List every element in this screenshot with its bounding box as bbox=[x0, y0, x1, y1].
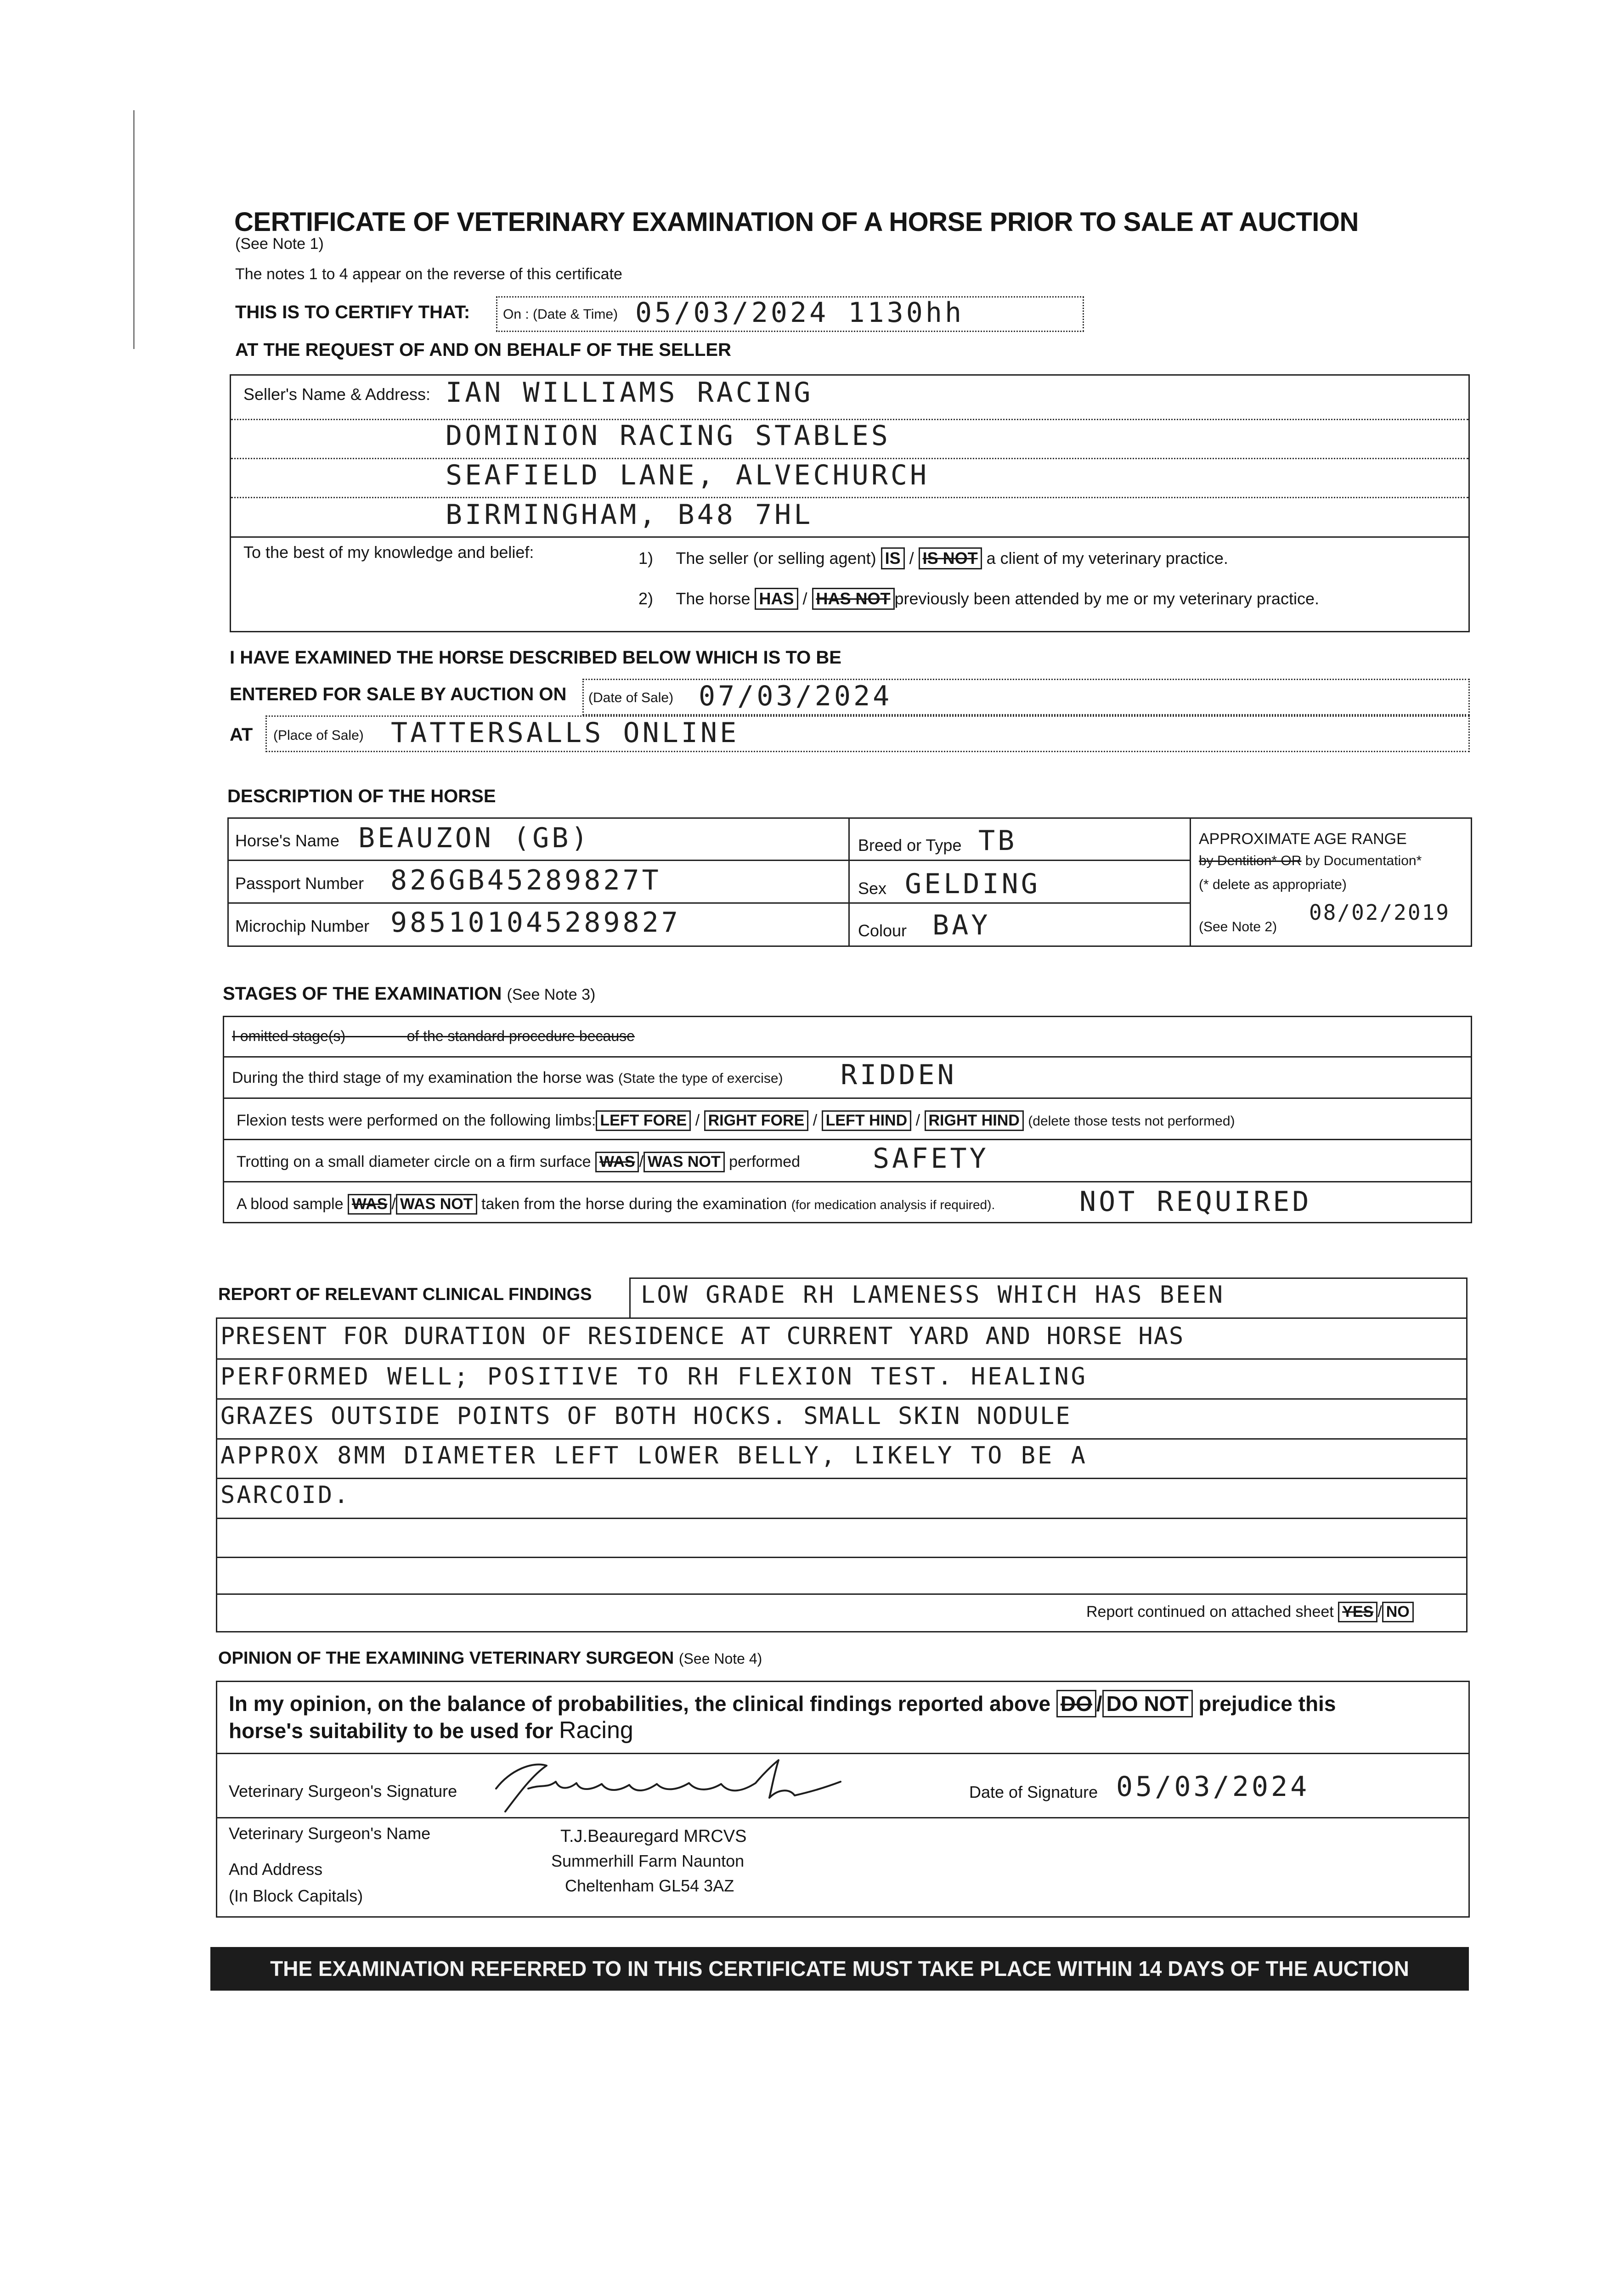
date-time-box bbox=[496, 296, 1084, 332]
report-rule-7 bbox=[216, 1593, 1468, 1595]
limb-right-hind: RIGHT HIND bbox=[925, 1110, 1024, 1131]
report-line-2: PRESENT FOR DURATION OF RESIDENCE AT CURRENT YARD AND HORSE HAS bbox=[220, 1322, 1185, 1350]
exam-date-time: 05/03/2024 1130hh bbox=[635, 297, 965, 329]
examined-label: I HAVE EXAMINED THE HORSE DESCRIBED BELOW WHICH IS TO BE bbox=[230, 647, 841, 668]
continued-option-no: NO bbox=[1382, 1602, 1414, 1622]
on-label: On : (Date & Time) bbox=[503, 307, 618, 322]
opinion-line-1: In my opinion, on the balance of probabilities, the clinical findings reported above DO / DO NOT prejudice this bbox=[229, 1690, 1336, 1717]
blood-hint: (for medication analysis if required). bbox=[791, 1198, 995, 1212]
trot-option-was: WAS bbox=[595, 1152, 639, 1172]
passport-label: Passport Number bbox=[235, 874, 364, 893]
seller-line-4: BIRMINGHAM, B48 7HL bbox=[446, 499, 813, 531]
sale-date-box bbox=[582, 679, 1470, 715]
report-rule-1 bbox=[216, 1358, 1468, 1360]
limb-right-fore: RIGHT FORE bbox=[704, 1110, 809, 1131]
vet-name-label: Veterinary Surgeon's Name bbox=[229, 1824, 431, 1843]
stages-rule-3 bbox=[223, 1139, 1472, 1140]
continued-label: Report continued on attached sheet bbox=[1086, 1603, 1334, 1621]
stmt2-num: 2) bbox=[638, 589, 654, 608]
stages-rule-4 bbox=[223, 1181, 1472, 1182]
stages-rule-2 bbox=[223, 1097, 1472, 1099]
third-stage-label: During the third stage of my examination the horse was bbox=[232, 1069, 614, 1086]
seller-statement-1: 1) The seller (or selling agent) IS / IS NOT a client of my veterinary practice. bbox=[638, 547, 1228, 569]
horse-row-rule-1 bbox=[227, 860, 1190, 861]
age-range-title: APPROXIMATE AGE RANGE bbox=[1199, 830, 1407, 848]
flexion-note: (delete those tests not performed) bbox=[1028, 1114, 1235, 1129]
flexion-label: Flexion tests were performed on the following limbs: bbox=[237, 1112, 596, 1129]
seller-line-3: SEAFIELD LANE, ALVECHURCH bbox=[446, 459, 930, 491]
report-line-5: APPROX 8MM DIAMETER LEFT LOWER BELLY, LIKELY TO BE A bbox=[220, 1442, 1088, 1469]
sale-date-label: (Date of Sale) bbox=[588, 690, 674, 705]
stmt1-option-is-not: IS NOT bbox=[919, 547, 982, 569]
stmt1-num: 1) bbox=[638, 549, 654, 568]
see-note-1: (See Note 1) bbox=[235, 235, 324, 253]
report-rule-3 bbox=[216, 1438, 1468, 1440]
stmt1-pre: The seller (or selling agent) bbox=[676, 549, 876, 568]
footer-banner: THE EXAMINATION REFERRED TO IN THIS CERTIFICATE MUST TAKE PLACE WITHIN 14 DAYS OF THE AUCTION bbox=[210, 1947, 1469, 1991]
stmt2-pre: The horse bbox=[676, 589, 751, 608]
opinion-use-value: Racing bbox=[559, 1717, 633, 1744]
age-see-note: (See Note 2) bbox=[1199, 919, 1277, 934]
age-value: 08/02/2019 bbox=[1309, 900, 1450, 925]
third-stage-hint: (State the type of exercise) bbox=[618, 1071, 783, 1086]
passport-value: 826GB45289827T bbox=[390, 864, 661, 896]
report-line-6: SARCOID. bbox=[220, 1481, 350, 1509]
omitted-b: of the standard procedure because bbox=[406, 1028, 635, 1044]
opinion-title: OPINION OF THE EXAMINING VETERINARY SURGEON bbox=[218, 1649, 674, 1668]
report-rule-4 bbox=[216, 1478, 1468, 1479]
opinion-line-2 bbox=[229, 1716, 633, 1744]
horse-name-value: BEAUZON (GB) bbox=[358, 822, 591, 854]
opinion-label bbox=[218, 1649, 762, 1668]
block-caps-label: (In Block Capitals) bbox=[229, 1886, 363, 1905]
trot-post: performed bbox=[729, 1153, 801, 1171]
microchip-value: 985101045289827 bbox=[390, 906, 681, 939]
vet-address-line-2: Cheltenham GL54 3AZ bbox=[565, 1876, 734, 1895]
limb-left-hind: LEFT HIND bbox=[822, 1110, 912, 1131]
horse-table-divider-2 bbox=[1190, 817, 1191, 947]
breed-value: TB bbox=[978, 825, 1017, 857]
horse-name-label: Horse's Name bbox=[235, 831, 339, 850]
seller-rule-3 bbox=[231, 497, 1468, 498]
stages-label bbox=[223, 984, 595, 1004]
opinion-text-post: prejudice this bbox=[1198, 1692, 1336, 1716]
notes-info: The notes 1 to 4 appear on the reverse of this certificate bbox=[235, 265, 622, 283]
sale-place-box bbox=[265, 715, 1470, 752]
seller-statement-2: 2) The horse HAS / HAS NOT previously been attended by me or my veterinary practice. bbox=[638, 588, 1319, 610]
report-line-1: LOW GRADE RH LAMENESS WHICH HAS BEEN bbox=[641, 1281, 1225, 1309]
stmt1-post: a client of my veterinary practice. bbox=[986, 549, 1228, 568]
seller-line-2: DOMINION RACING STABLES bbox=[446, 420, 891, 452]
stmt2-option-has-not: HAS NOT bbox=[812, 588, 895, 610]
trot-option-was-not: WAS NOT bbox=[643, 1152, 725, 1172]
stmt2-option-has: HAS bbox=[755, 588, 798, 610]
signature-image bbox=[491, 1756, 850, 1816]
belief-label: To the best of my knowledge and belief: bbox=[243, 543, 534, 562]
report-line-3: PERFORMED WELL; POSITIVE TO RH FLEXION TEST. HEALING bbox=[220, 1363, 1088, 1390]
trot-row: Trotting on a small diameter circle on a firm surface WAS / WAS NOT performed bbox=[237, 1152, 800, 1172]
scan-edge-line bbox=[133, 110, 135, 349]
opinion-rule-2 bbox=[216, 1817, 1470, 1818]
stages-see-note: (See Note 3) bbox=[507, 986, 596, 1003]
report-label: REPORT OF RELEVANT CLINICAL FINDINGS bbox=[218, 1285, 592, 1304]
certificate-title: CERTIFICATE OF VETERINARY EXAMINATION OF A HORSE PRIOR TO SALE AT AUCTION bbox=[234, 207, 1359, 237]
blood-post: taken from the horse during the examination bbox=[481, 1195, 787, 1213]
seller-line-1: IAN WILLIAMS RACING bbox=[446, 377, 813, 409]
omitted-a: I omitted stage(s) bbox=[232, 1028, 346, 1044]
request-label: AT THE REQUEST OF AND ON BEHALF OF THE SELLER bbox=[235, 340, 731, 360]
third-stage-value: RIDDEN bbox=[841, 1059, 957, 1091]
report-line-4: GRAZES OUTSIDE POINTS OF BOTH HOCKS. SMALL SKIN NODULE bbox=[220, 1402, 1072, 1430]
blood-row: A blood sample WAS / WAS NOT taken from the horse during the examination (for medication analysis if required). bbox=[237, 1194, 995, 1215]
date-sig-value: 05/03/2024 bbox=[1116, 1771, 1310, 1803]
age-delete-note: (* delete as appropriate) bbox=[1199, 877, 1347, 892]
horse-row-rule-2 bbox=[227, 902, 1190, 904]
report-continued: Report continued on attached sheet YES / NO bbox=[1086, 1602, 1414, 1622]
flexion-row: Flexion tests were performed on the following limbs: LEFT FORE / RIGHT FORE / LEFT HIND / RIGHT HIND (delete those tests not performed) bbox=[237, 1110, 1235, 1131]
sale-place-value: TATTERSALLS ONLINE bbox=[391, 717, 739, 749]
blood-option-was: WAS bbox=[348, 1194, 391, 1215]
sale-date-value: 07/03/2024 bbox=[699, 680, 892, 712]
age-by-documentation: by Documentation* bbox=[1305, 853, 1422, 868]
description-label: DESCRIPTION OF THE HORSE bbox=[227, 786, 496, 806]
certify-label: THIS IS TO CERTIFY THAT: bbox=[235, 302, 470, 322]
date-sig-label: Date of Signature bbox=[969, 1783, 1098, 1801]
blood-option-was-not: WAS NOT bbox=[396, 1194, 477, 1215]
opinion-option-do-not: DO NOT bbox=[1102, 1690, 1193, 1717]
omitted-stages bbox=[232, 1028, 635, 1045]
sale-place-label: (Place of Sale) bbox=[273, 728, 364, 743]
certificate-sheet bbox=[207, 147, 1484, 2039]
colour-label: Colour bbox=[858, 921, 907, 940]
breed-label: Breed or Type bbox=[858, 836, 962, 855]
trot-value: SAFETY bbox=[873, 1142, 989, 1175]
sex-label: Sex bbox=[858, 879, 887, 898]
blood-value: NOT REQUIRED bbox=[1079, 1186, 1312, 1218]
opinion-rule-1 bbox=[216, 1753, 1470, 1754]
stages-title: STAGES OF THE EXAMINATION bbox=[223, 984, 502, 1004]
vet-name-stamp: T.J.Beauregard MRCVS bbox=[560, 1827, 747, 1846]
vet-address-label: And Address bbox=[229, 1860, 323, 1879]
stages-rule-1 bbox=[223, 1056, 1472, 1058]
microchip-label: Microchip Number bbox=[235, 917, 370, 935]
continued-option-yes: YES bbox=[1338, 1602, 1377, 1622]
sex-value: GELDING bbox=[905, 868, 1040, 900]
at-label: AT bbox=[230, 725, 253, 745]
opinion-option-do: DO bbox=[1056, 1690, 1096, 1717]
limb-left-fore: LEFT FORE bbox=[596, 1110, 691, 1131]
report-rule-6 bbox=[216, 1557, 1468, 1558]
opinion-see-note: (See Note 4) bbox=[678, 1650, 762, 1667]
colour-value: BAY bbox=[932, 909, 991, 941]
horse-table-divider-1 bbox=[848, 817, 850, 947]
entered-label: ENTERED FOR SALE BY AUCTION ON bbox=[230, 684, 567, 704]
opinion-text-pre: In my opinion, on the balance of probabilities, the clinical findings reported above bbox=[229, 1692, 1051, 1716]
vet-address-line-1: Summerhill Farm Naunton bbox=[551, 1851, 745, 1870]
stmt1-option-is: IS bbox=[881, 547, 905, 569]
blood-pre: A blood sample bbox=[237, 1195, 344, 1213]
opinion-text-line2: horse's suitability to be used for bbox=[229, 1719, 553, 1743]
report-rule-5 bbox=[216, 1518, 1468, 1519]
trot-label: Trotting on a small diameter circle on a firm surface bbox=[237, 1153, 591, 1171]
age-by-dentition: by Dentition* OR bbox=[1199, 853, 1302, 868]
stmt2-post: previously been attended by me or my veterinary practice. bbox=[894, 589, 1319, 608]
third-stage-row bbox=[232, 1069, 783, 1087]
age-method bbox=[1199, 853, 1422, 869]
seller-rule-4 bbox=[231, 536, 1468, 538]
seller-label: Seller's Name & Address: bbox=[243, 385, 431, 404]
report-rule-2 bbox=[216, 1398, 1468, 1400]
sig-label: Veterinary Surgeon's Signature bbox=[229, 1782, 457, 1801]
